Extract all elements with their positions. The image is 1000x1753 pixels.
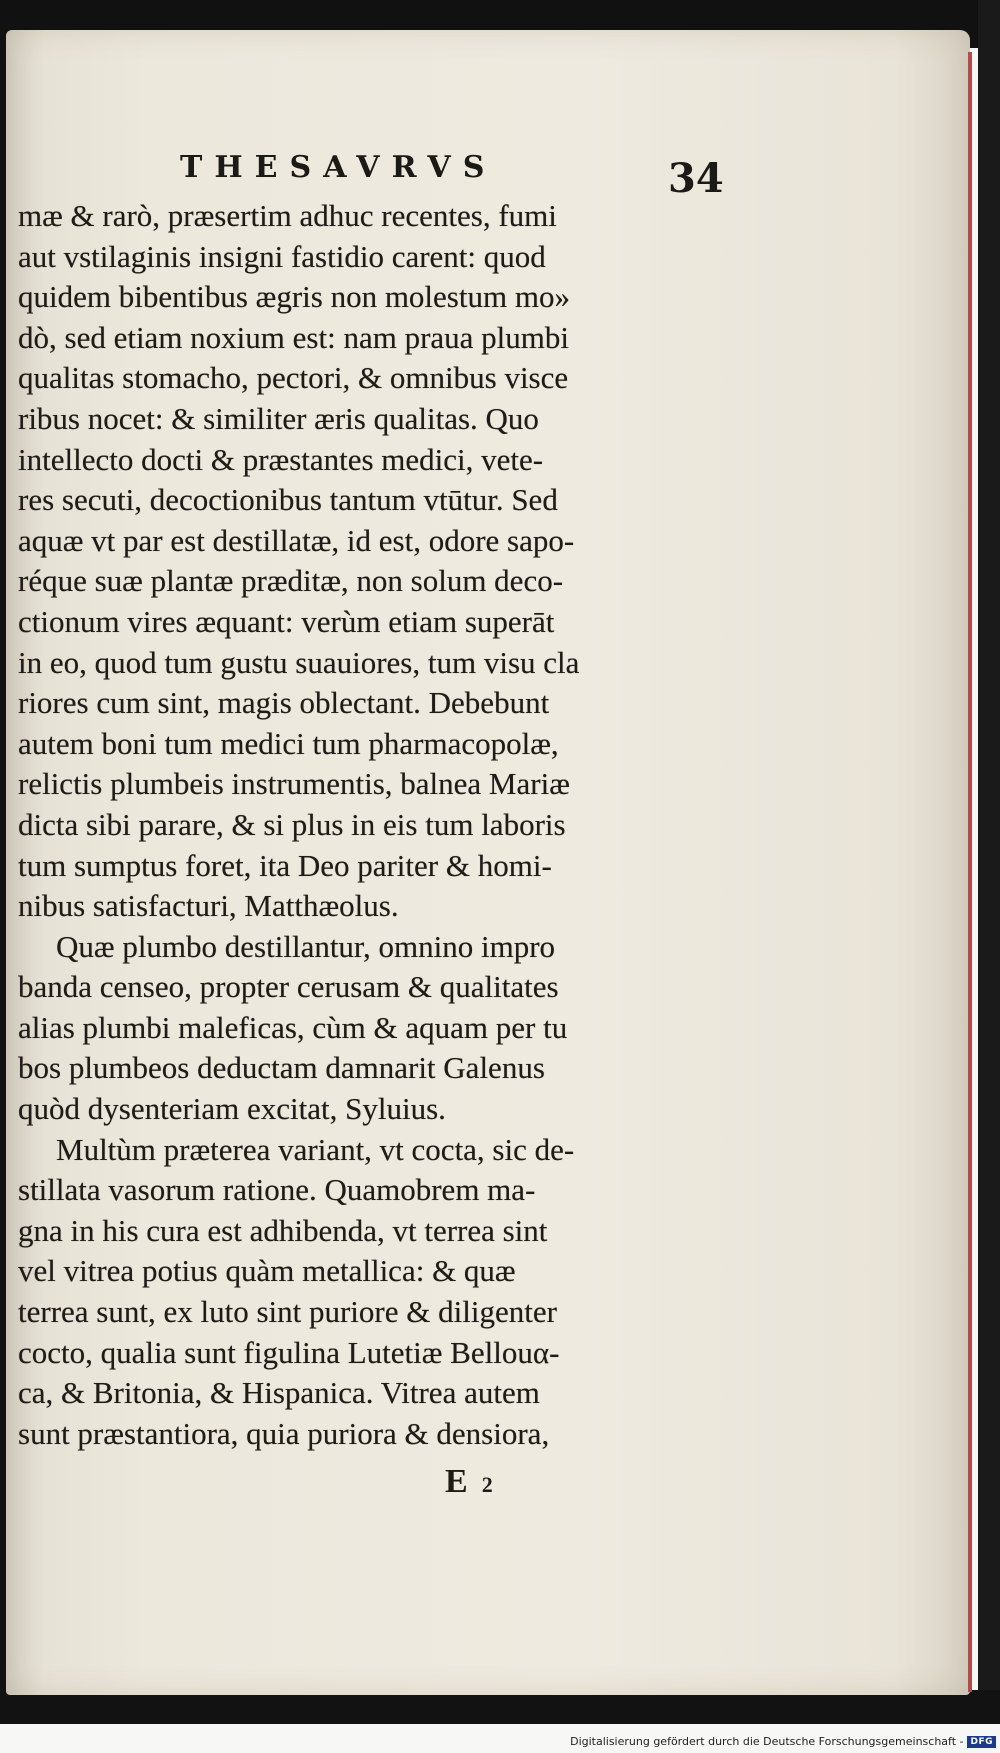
text-line: intellecto docti & præstantes medici, vete- (18, 441, 544, 477)
text-line: riores cum sint, magis oblectant. Debebunt (18, 685, 550, 721)
text-line: alias plumbi maleficas, cùm & aquam per tu (18, 1009, 568, 1045)
text-line: sunt præstantiora, quia puriora & densiora, (18, 1415, 550, 1451)
text-line: ribus nocet: & similiter æris qualitas. Quo (18, 400, 539, 436)
text-line: gna in his cura est adhibenda, vt terrea sint (18, 1212, 548, 1248)
text-line: autem boni tum medici tum pharmacopolæ, (18, 725, 559, 761)
text-line: vel vitrea potius quàm metallica: & quæ (18, 1253, 516, 1289)
credit-text: Digitalisierung gefördert durch die Deutsche Forschungsgemeinschaft - (570, 1735, 964, 1748)
page-number: 34 (668, 155, 724, 202)
text-line: mæ & rarò, præsertim adhuc recentes, fumi (18, 198, 557, 233)
text-line: dò, sed etiam noxium est: nam praua plumbi (18, 319, 570, 355)
text-line: relictis plumbeis instrumentis, balnea Mariæ (18, 766, 570, 802)
text-line: aut vstilaginis insigni fastidio carent: quod (18, 238, 546, 274)
text-line: ctionum vires æquant: verùm etiam superāt (18, 603, 555, 639)
signature-number: 2 (481, 1472, 493, 1497)
text-line: aquæ vt par est destillatæ, id est, odore sapo- (18, 522, 575, 558)
signature-mark (445, 1463, 493, 1501)
text-line: terrea sunt, ex luto sint puriore & diligenter (18, 1294, 557, 1330)
text-line: quidem bibentibus ægris non molestum mo» (18, 279, 570, 315)
signature-letter: E (445, 1463, 468, 1500)
text-line: bos plumbeos deductam damnarit Galenus (18, 1050, 545, 1086)
page-red-edge (968, 52, 972, 1692)
text-line: dicta sibi parare, & si plus in eis tum laboris (18, 806, 566, 842)
digitization-credit (570, 1735, 996, 1748)
text-line: ca, & Britonia, & Hispanica. Vitrea autem (18, 1375, 540, 1411)
paragraph-start-line: Multùm præterea variant, vt cocta, sic de- (56, 1131, 575, 1167)
text-line: qualitas stomacho, pectori, & omnibus visce (18, 360, 569, 396)
text-line: in eo, quod tum gustu suauiores, tum visu cla (18, 644, 580, 680)
text-line: stillata vasorum ratione. Quamobrem ma- (18, 1172, 536, 1208)
running-head: THESAVRVS (180, 150, 497, 185)
body-text (18, 196, 708, 1454)
text-line: tum sumptus foret, ita Deo pariter & homi- (18, 847, 552, 883)
text-line: nibus satisfacturi, Matthæolus. (18, 888, 399, 924)
text-line: res secuti, decoctionibus tantum vtūtur. Sed (18, 482, 558, 518)
scan-border-bottom (0, 1690, 1000, 1724)
scan-border-right (978, 0, 1000, 1720)
text-line: réque suæ plantæ præditæ, non solum deco- (18, 563, 564, 599)
text-line: banda censeo, propter cerusam & qualitates (18, 969, 559, 1005)
text-line: quòd dysenteriam excitat, Syluius. (18, 1091, 446, 1127)
dfg-logo: DFG (967, 1736, 996, 1748)
paragraph-start-line: Quæ plumbo destillantur, omnino impro (56, 928, 556, 964)
text-line: cocto, qualia sunt figulina Lutetiæ Bellouα- (18, 1334, 560, 1370)
